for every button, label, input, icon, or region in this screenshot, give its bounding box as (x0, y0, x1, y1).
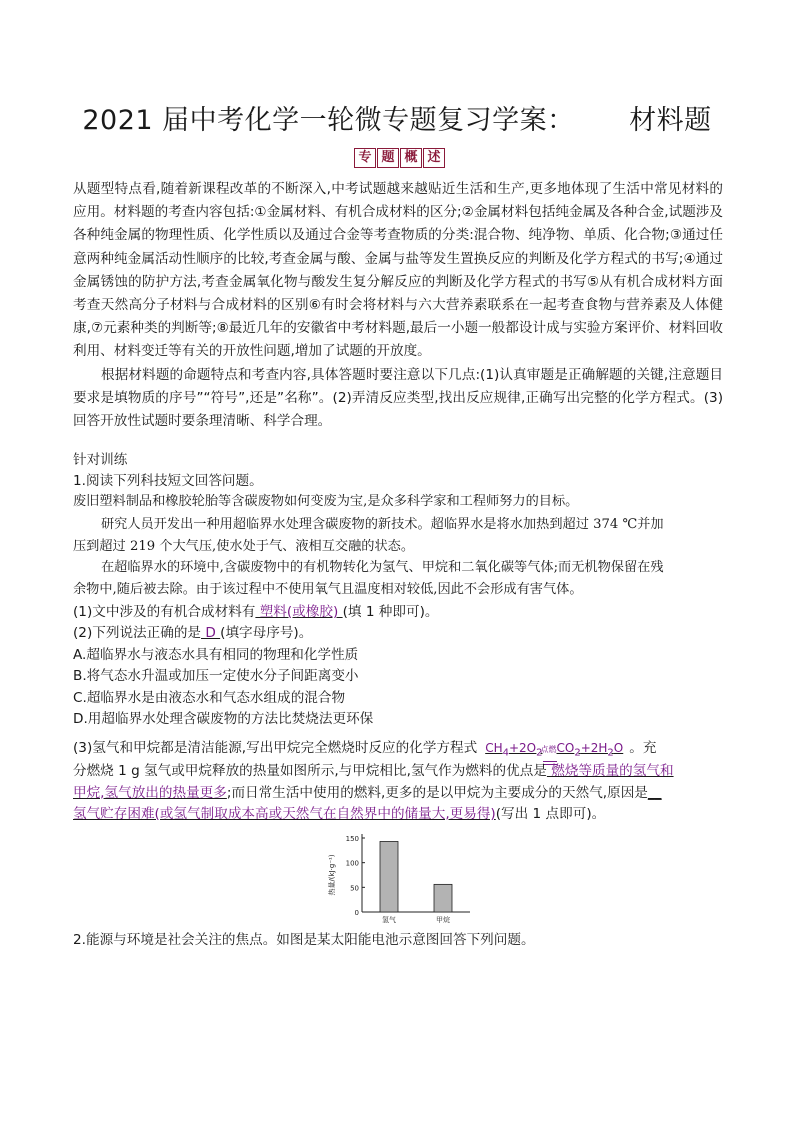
option-b: B.将气态水升温或加压一定使水分子间距离变小 (73, 668, 359, 684)
question-1-intro: 1.阅读下列科技短文回答问题。 (73, 473, 263, 489)
question-1-3-line4 (73, 803, 605, 825)
option-c: C.超临界水是由液态水和气态水组成的混合物 (73, 690, 346, 706)
y-tick-label: 0 (354, 909, 359, 917)
question-text: (2)下列说法正确的是 (73, 625, 202, 641)
badge-char: 专 (354, 148, 376, 168)
passage-line: 废旧塑料制品和橡胶轮胎等含碳废物如何变废为宝,是众多科学家和工程师努力的目标。 (73, 494, 579, 509)
page-title: 2021 届中考化学一轮微专题复习学案： 材料题 (82, 105, 712, 136)
section-badge (354, 148, 446, 168)
question-text: (写出 1 点即可)。 (495, 806, 606, 822)
answer-text: D (201, 625, 221, 641)
bar-1 (380, 841, 398, 912)
passage-line: 余物中,随后被去除。由于该过程中不使用氧气且温度相对较低,因此不会形成有害气体。 (73, 582, 583, 597)
y-tick-label: 50 (350, 884, 359, 893)
overview-paragraph-1: 从题型特点看,随着新课程改革的不断深入,中考试题越来越贴近生活和生产,更多地体现了生活中常见材料的应用。材料题的考查内容包括:①金属材料、有机合成材料的区分;②金属材料包括纯金属及各种合金,试题涉及各种纯金属的物理性质、化学性质以及通过合金等考查物质的分类:混合物、纯净物、单质、化合物;③通过任意两种纯金属活动性顺序的比较,考查金属与酸、金属与盐等发生置换反应的判断及化学方程式的书写;④通过金属锈蚀的防护方法,考查金属氧化物与酸发生复分解反应的判断及化学方程式的书写⑤从有机合成材料方面考查天然高分子材料与合成材料的区别⑥有时会将材料与六大营养素联系在一起考查食物与营养素及人体健康,⑦元素种类的判断等;⑧最近几年的安徽省中考材料题,最后一小题一般都设计成与实验方案评价、材料回收利用、材料变迁等有关的开放性问题,增加了试题的开放度。 (73, 181, 723, 360)
passage-line: 压到超过 219 个大气压,使水处于气、液相互交融的状态。 (73, 539, 415, 554)
bar-2 (434, 884, 452, 912)
y-tick-label: 100 (345, 859, 359, 868)
option-d: D.用超临界水处理含碳废物的方法比焚烧法更环保 (73, 711, 374, 727)
y-axis-label: 热量/(kJ·g⁻¹) (328, 854, 336, 896)
x-tick-label: 氢气 (382, 916, 396, 924)
question-1-3-line3: 甲烷,氢气放出的热量更多;而日常生活中使用的燃料,更多的是以甲烷为主要成分的天然气,原因是__ (73, 785, 662, 801)
passage-line: 研究人员开发出一种用超临界水处理含碳废物的新技术。超临界水是将水加热到超过 374 ℃并加 (101, 517, 664, 532)
question-1-1 (73, 601, 438, 623)
question-text: (1)文中涉及的有机合成材料有 (73, 604, 256, 620)
answer-text: 燃烧等质量的氢气和 (546, 763, 674, 779)
answer-text: 塑料(或橡胶) (255, 604, 343, 620)
answer-text: 氢气贮存困难(或氢气制取成本高或天然气在自然界中的储量大,更易得) (73, 806, 496, 822)
x-tick-label: 甲烷 (436, 916, 450, 924)
option-a: A.超临界水与液态水具有相同的物理和化学性质 (73, 647, 359, 663)
question-text: 。充 (629, 740, 657, 756)
question-2: 2.能源与环境是社会关注的焦点。如图是某太阳能电池示意图回答下列问题。 (73, 932, 535, 948)
question-text: (填字母序号)。 (220, 625, 313, 641)
chemical-equation: $CH_4+2O_2$ 点燃 $CO_2+2H_2O$ (477, 737, 629, 764)
overview-paragraph-2: 根据材料题的命题特点和考查内容,具体答题时要注意以下几点:(1)认真审题是正确解题的关键,注意题目要求是填物质的序号”“符号”,还是”名称”。(2)弄清反应类型,找出反应规律,正确写出完整的化学方程式。(3)回答开放性试题时要条理清晰、科学合理。 (73, 367, 723, 430)
question-1-2 (73, 622, 312, 644)
question-text: (填 1 种即可)。 (342, 604, 439, 620)
condition-label: 点燃 (540, 745, 557, 754)
question-1-3-line2 (73, 760, 674, 782)
badge-char: 述 (423, 148, 445, 168)
y-tick-label: 150 (345, 835, 359, 843)
badge-char: 概 (400, 148, 422, 168)
practice-heading: 针对训练 (73, 452, 128, 468)
passage-line: 在超临界水的环境中,含碳废物中的有机物转化为氢气、甲烷和二氧化碳等气体;而无机物保留在残 (101, 560, 664, 575)
heat-bar-chart (320, 828, 480, 928)
answer-text: 甲烷,氢气放出的热量更多 (73, 785, 227, 801)
question-text: (3)氢气和甲烷都是清洁能源,写出甲烷完全燃烧时反应的化学方程式 (73, 740, 478, 756)
badge-char: 题 (377, 148, 399, 168)
question-text: ;而日常生活中使用的燃料,更多的是以甲烷为主要成分的天然气,原因是 (226, 785, 648, 801)
question-text: 分燃烧 1 g 氢气或甲烷释放的热量如图所示,与甲烷相比,氢气作为燃料的优点是 (73, 763, 547, 779)
